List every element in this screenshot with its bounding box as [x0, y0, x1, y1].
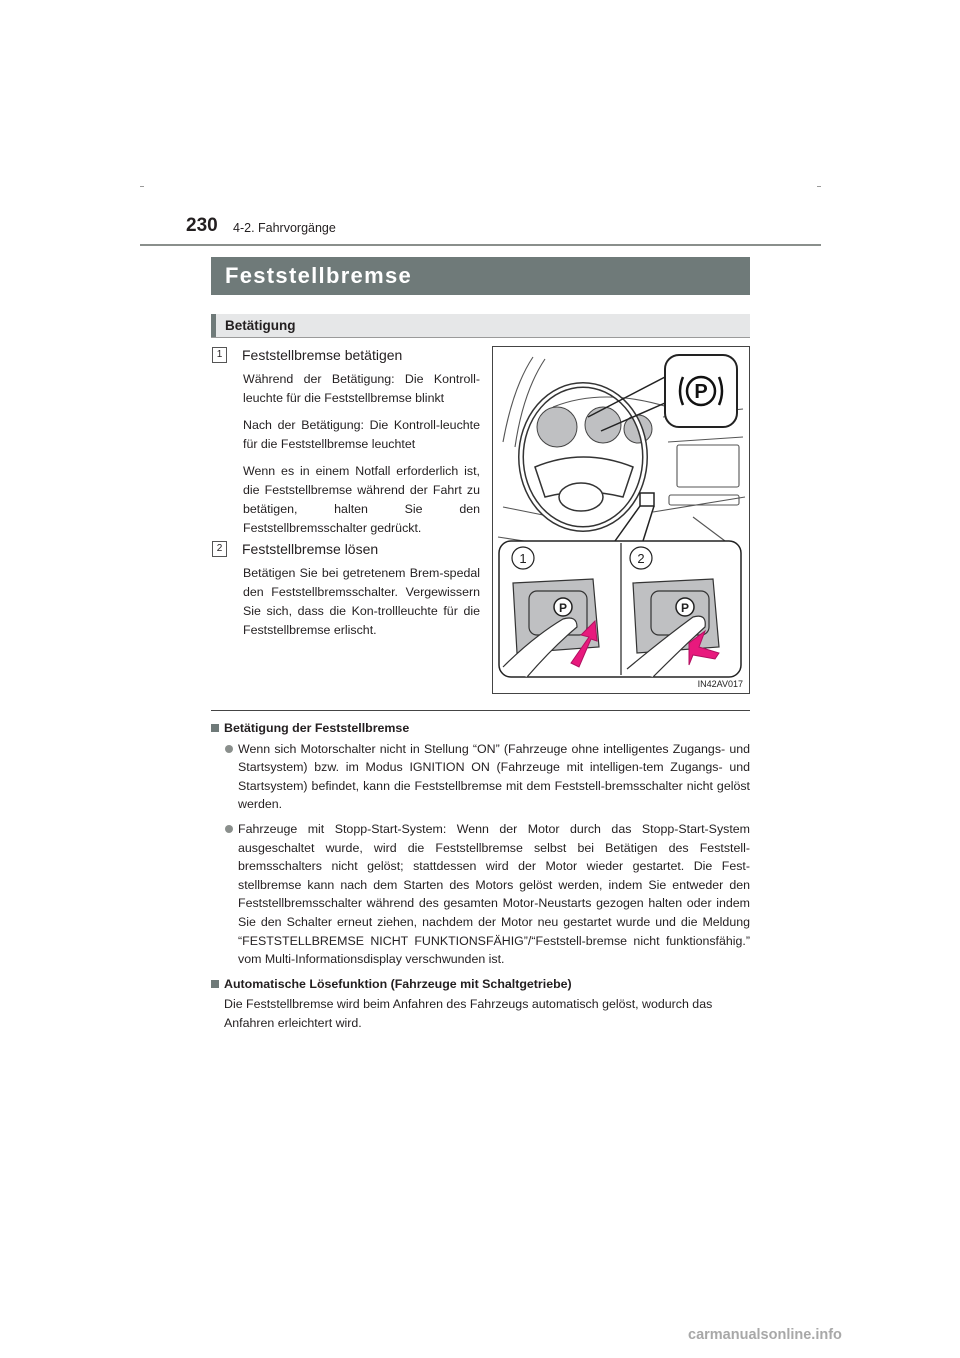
- watermark: carmanualsonline.info: [688, 1327, 842, 1343]
- step-2: [212, 539, 480, 648]
- breadcrumb: 4-2. Fahrvorgänge: [233, 221, 336, 235]
- callout-1: 1: [519, 551, 527, 566]
- dashboard-drawing: [493, 347, 749, 693]
- callout-2: 2: [637, 551, 645, 566]
- step-paragraph: Wenn es in einem Notfall erforderlich ist, die Feststellbremse während der Fahrt zu betätigen, halten Sie den Feststellbremsschalter gedrückt.: [243, 464, 480, 535]
- parking-brake-illustration: [492, 346, 750, 694]
- step-title: Feststellbremse lösen: [242, 541, 379, 557]
- svg-text:P: P: [558, 601, 568, 615]
- step-number: 2: [212, 541, 227, 557]
- note-bullet: Fahrzeuge mit Stopp-Start-System: Wenn der Motor durch das Stopp-Start-System ausgeschaltet wurde, wird die Feststellbremse selbst bei Betätigen des Feststell-bremsschalters nicht gelöst; stattdessen wird der Motor wieder gestartet. Die Fest-stellbremse kann nach dem Starten des Motors gelöst werden, indem Sie entweder den Feststellbremsschalter während des gesamten Motor-Neustarts gezogen halten oder indem Sie den Schalter erneut ziehen, nachdem der Motor neu gestartet wurde und die Meldung “FESTSTELLBREMSE NICHT FUNKTIONSFÄHIG”/“Feststell-bremse nicht funktionsfähig.” vom Multi-Informationsdisplay verschwunden ist.: [211, 820, 750, 969]
- section-title: Feststellbremse: [211, 257, 750, 295]
- note-bullet: Wenn sich Motorschalter nicht in Stellung “ON” (Fahrzeuge ohne intelligentes Zugangs- und Startsystem) bzw. im Modus IGNITION ON (Fahrzeuge mit intelligen-tem Zugangs- und Startsystem) befindet, kann die Feststellbremse mit dem Feststell-bremsschalter nicht gelöst werden.: [211, 740, 750, 814]
- figure-code: IN42AV017: [697, 679, 743, 689]
- step-paragraph: Betätigen Sie bei getretenem Brem-spedal den Feststellbremsschalter. Vergewissern Sie sich, dass die Kon-trollleuchte für die Feststellbremse erlischt.: [243, 566, 480, 637]
- section-rule: [211, 710, 750, 711]
- note-text: Die Feststellbremse wird beim Anfahren des Fahrzeugs automatisch gelöst, wodurch das Anfahren erleichtert wird.: [224, 997, 713, 1030]
- svg-text:P: P: [680, 601, 690, 615]
- step-paragraph: Nach der Betätigung: Die Kontroll-leuchte für die Feststellbremse leuchtet: [243, 418, 480, 451]
- note-heading: Betätigung der Feststellbremse: [211, 719, 750, 738]
- note-heading: Automatische Lösefunktion (Fahrzeuge mit Schaltgetriebe): [211, 975, 750, 994]
- crop-mark-right: [817, 186, 821, 187]
- crop-mark-left: [140, 186, 144, 187]
- notes: [211, 719, 750, 1033]
- page-number: 230: [186, 215, 218, 236]
- switch-symbol: P: [694, 381, 708, 403]
- header-rule: [140, 244, 821, 246]
- step-number: 1: [212, 347, 227, 363]
- section-subtitle: Betätigung: [211, 314, 750, 338]
- step-paragraph: Während der Betätigung: Die Kontroll-leuchte für die Feststellbremse blinkt: [243, 372, 480, 405]
- step-title: Feststellbremse betätigen: [242, 347, 403, 363]
- step-1: [212, 345, 480, 546]
